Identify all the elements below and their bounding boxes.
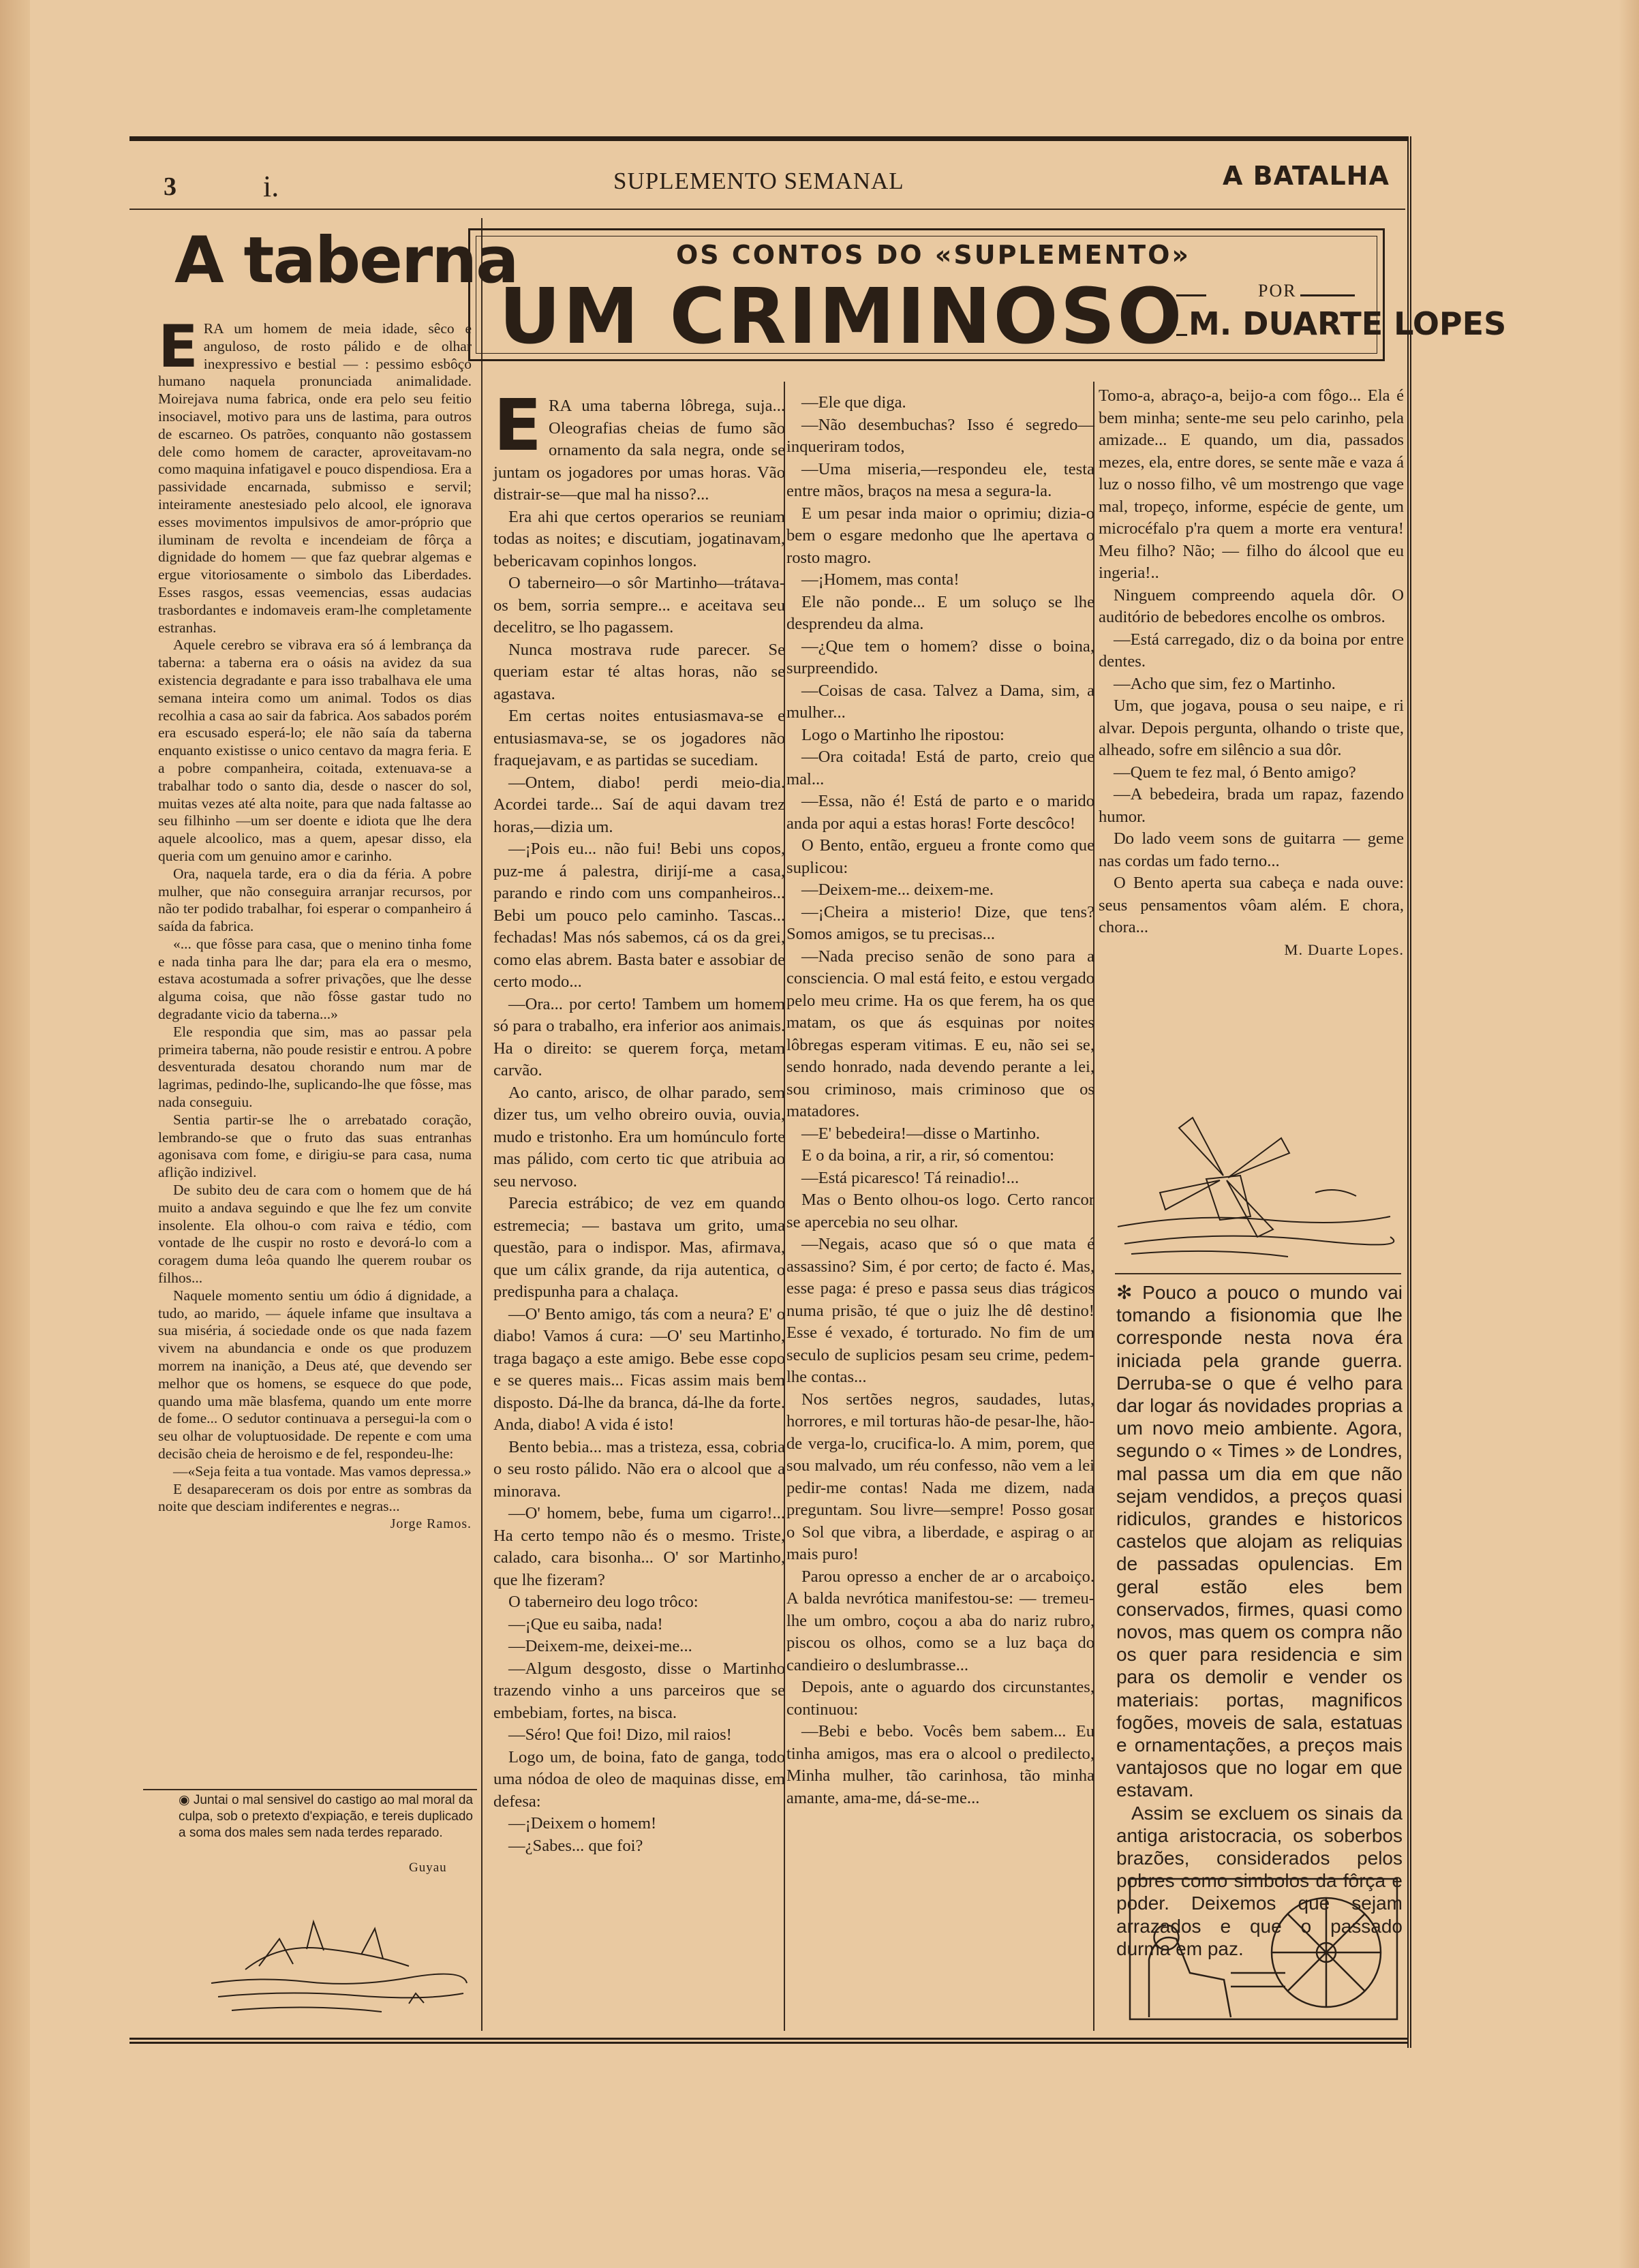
story-paragraph: —Negais, acaso que só o que mata é assassino? Sim, é por certo; de facto é. Mas, esse paga: é preso e passa seus dias trágicos numa prisão, té que o juiz lhe dê destino! Esse é vexado, é torturado. No fim de um seculo de suplicios pesam seu crime, pedem-lhe contas... (786, 1235, 1094, 1386)
taberna-paragraph: Aquele cerebro se vibrava era só á lembrança da taberna: a taberna era o oásis na avidez da sua existencia degradante e para isso trabalhava ele uma semana inteira como um animal. Todos os dias recolhia a casa ao sair da fabrica. Aos sabados porém era escusado esperá-lo; ele não saía da taberna enquanto existisse o unico centavo da magra feria. E a pobre companheira, coitada, extenuava-se a trabalhar todo o santo dia, desde o nascer do sol, muitas vezes até alta noite, para que nada faltasse ao seu filhinho —um ser doente e idiota que lhe dera aquele alcoolico, mas a quem, apesar disso, ela queria com um genuino amor e carinho. (158, 637, 472, 864)
bottom-rule (129, 2038, 1407, 2044)
story-title: UM CRIMINOSO (499, 273, 1184, 361)
masthead: A BATALHA (1223, 161, 1390, 191)
taberna-signature: Jorge Ramos. (390, 1516, 472, 1532)
dash (1176, 334, 1187, 336)
story-paragraph: —Está picaresco! Tá reinadio!... (801, 1168, 1020, 1187)
taberna-paragraph: E desapareceram os dois por entre as sombras da noite que desciam indiferentes e negras... (158, 1480, 472, 1515)
story-paragraph: —Coisas de casa. Talvez a Dama, sim, a mulher... (786, 681, 1094, 722)
story-paragraph: —Séro! Que foi! Dizo, mil raios! (508, 1726, 732, 1744)
story-paragraph: Nos sertões negros, saudades, lutas, horrores, e mil torturas hão-de pesar-lhe, hão-de verga-lo, crucifica-lo. A mim, porem, que sou malvado, um réu confesso, não vem a lei pedir-me contas! Nada me dizem, nada preguntam. Sou livre—sempre! Posso gosar o Sol que vibra, a liberdade, e aspirag o ar mais puro! (786, 1390, 1094, 1563)
story-paragraph: Ao canto, arisco, de olhar parado, sem dizer tus, um velho obreiro ouvia, ouvia, mudo e tristonho. Era um homúnculo forte mas pálido, com certo tic que atribuia ao seu nervoso. (493, 1083, 785, 1191)
windmill-illustration (1111, 1090, 1397, 1264)
story-paragraph: —Ele que diga. (801, 393, 906, 412)
dash (1300, 294, 1355, 296)
aphorism-text: ◉ Juntai o mal sensivel do castigo ao mal moral da culpa, sob o pretexto d'expiação, e tereis duplicado a soma dos males sem nada terdes reparado. (179, 1793, 473, 1840)
story-paragraph: —¡Deixem o homem! (508, 1814, 657, 1833)
story-paragraph: —Essa, não é! Está de parto e o marido anda por aqui a estas horas! Forte descôco! (786, 792, 1094, 833)
story-dropcap: E (493, 384, 542, 467)
taberna-paragraph: Ele respondia que sim, mas ao passar pela primeira taberna, não poude resistir e entrou. A pobre desventurada desatou chorando num mar de lagrimas, pedindo-lhe, suplicando-lhe que fôsse, mas nada conseguiu. (158, 1023, 472, 1111)
aphorism-signature: Guyau (409, 1860, 447, 1875)
boat-illustration (204, 1901, 470, 2024)
series-title: OS CONTOS DO «SUPLEMENTO» (676, 240, 1191, 270)
story-paragraph: —Acho que sim, fez o Martinho. (1114, 674, 1336, 693)
taberna-paragraph: Sentia partir-se lhe o arrebatado coração, lembrando-se que o fruto das suas entranhas agonisava com fome, e dirigiu-se para casa, numa aflição indizivel. (158, 1111, 472, 1181)
story-paragraph: Ele não ponde... E um soluço se lhe desprendeu da alma. (786, 592, 1094, 633)
story-paragraph: —Bebi e bebo. Vocês bem sabem... Eu tinha amigos, mas era o alcool o predilecto, Minha mulher, tão carinhosa, tão minha amante, ama-me, dá-se-me... (786, 1722, 1094, 1807)
story-paragraph: —A bebedeira, brada um rapaz, fazendo humor. (1099, 785, 1404, 826)
story-paragraph: ERA uma taberna lôbrega, suja... Oleografias cheias de fumo são ornamento da sala negra, onde se juntam os jogadores por umas horas. Vão distrair-se—que mal ha nisso?... (493, 384, 785, 504)
castles-note (1116, 1281, 1403, 1960)
story-paragraph: Parou opresso a encher de ar o arcaboiço. A balda nevrótica manifestou-se: — tremeu-lhe um ombro, coçou a aba do nariz rubro, piscou os olhos, como se a luz baça do candieiro o deslumbrasse... (786, 1567, 1094, 1674)
story-paragraph: Depois, ante o aguardo dos circunstantes, continuou: (786, 1678, 1094, 1719)
story-paragraph: E um pesar inda maior o oprimiu; dizia-o bem o esgare medonho que lhe apertava o rosto magro. (786, 504, 1094, 567)
story-paragraph: —Não desembuchas? Isso é segredo—inqueriram todos, (786, 415, 1094, 456)
note-rule (1115, 1273, 1401, 1274)
story-paragraph: Tomo-a, abraço-a, beijo-a com fôgo... Ela é bem minha; sente-me seu pelo carinho, pela amizade... E quando, um dia, passados mezes, ela, entre dores, se sente mãe e vaza á luz o nosso filho, vê um mostrengo que vage mal, tropeço, informe, espécie de gente, um microcéfalo p'ra quem a morte era ventura! Meu filho? Não; — filho do álcool que eu ingeria!.. (1099, 386, 1404, 582)
story-paragraph: E o da boina, a rir, a rir, só comentou: (801, 1146, 1054, 1165)
story-paragraph: O taberneiro deu logo trôco: (508, 1593, 699, 1611)
note-paragraph: Assim se excluem os sinais da antiga aristocracia, os soberbos brazões, considerados pelos pobres como simbolos da fôrça e poder. Deixemos que sejam arrazados e que o passado durma em paz. (1116, 1802, 1403, 1959)
story-paragraph: —¡Pois eu... não fui! Bebi uns copos, puz-me á palestra, dirijí-me a casa, parando e rindo com uns companheiros... Bebi um pouco pelo caminho. Tascas... fechadas! Mas nós sabemos, cá os da grei, como elas abrem. Basta bater e assobiar de certo modo... (493, 840, 785, 991)
taberna-paragraph: Naquele momento sentiu um ódio á dignidade, a tudo, ao marido, — áquele infame que insultava a sua miséria, á sociedade onde os que nada fazem vivem na abundancia e onde os que produzem morrem na inanição, a Deus até, que devendo ser melhor que os homens, se esquece do que pode, quando uma mãe blasfema, quando um ente morre de fome... O sedutor continuava a persegui-la com o seu olhar de voluptuosidade. De repente e com uma decisão cheia de heroismo e de fel, respondeu-lhe: (158, 1287, 472, 1462)
story-paragraph: Parecia estrábico; de vez em quando estremecia; — bastava um grito, uma questão, para o indispor. Mas, afirmava, que um cálix grande, da rija autentica, o predispunha para a chalaça. (493, 1194, 785, 1301)
story-paragraph: —Nada preciso senão de sono para a consciencia. O mal está feito, e estou vergado pelo meu crime. Ha os que ferem, ha os que matam, os que ás esquinas por noites lôbregas esperam vitimas. E eu, não sei se, sendo honrado, nada devendo perante a lei, sou criminoso, mais criminoso que os matadores. (786, 947, 1094, 1120)
story-paragraph: Era ahi que certos operarios se reuniam todas as noites; e discutiam, jogatinavam, bebericavam copinhos longos. (493, 507, 785, 570)
story-paragraph: Mas o Bento olhou-os logo. Certo rancor se apercebia no seu olhar. (786, 1191, 1094, 1231)
story-column-3 (1099, 385, 1404, 961)
story-paragraph: —Ontem, diabo! perdi meio-dia. Acordei tarde... Saí de aqui davam trez horas,—dizia um. (493, 773, 785, 836)
story-paragraph: O taberneiro—o sôr Martinho—trátava-os bem, sorria sempre... e aceitava seu decelitro, se lho pagassem. (493, 574, 785, 637)
story-signature: M. Duarte Lopes. (1284, 940, 1404, 958)
story-paragraph: Ninguem compreendo aquela dôr. O auditório de bebedores encolhe os ombros. (1099, 585, 1404, 626)
story-column-1 (493, 384, 785, 1857)
story-paragraph: —¿Sabes... que foi? (508, 1836, 643, 1855)
story-paragraph: —Quem te fez mal, ó Bento amigo? (1114, 763, 1356, 782)
story-paragraph: Logo um, de boina, fato de ganga, todo uma nódoa de oleo de maquinas disse, em defesa: (493, 1747, 785, 1811)
factory-illustration (1129, 1878, 1398, 2021)
taberna-paragraph: ERA um homem de meia idade, sêco e anguloso, de rosto pálido e de olhar inexpressivo e bestial — : pessimo esbôço humano naquela pronunciada animalidade. Moirejava numa fabrica, onde era pelo seu feitio insociavel, motivo para uns de lastima, para outros de escarneo. Os patrões, conquanto não gostassem dele como homem de caracter, aproveitavam-no como maquina infatigavel e pouco dispendiosa. Era a passividade encarnada, submisso e servil; inteiramente anestesiado pelo alcool, ele ignorava esses movimentos impulsivos de amor-próprio que iluminam de revolta e incendeiam de fôrça a dignidade do homem — que faz quebrar algemas e ergue vitoriosamente o simbolo das Liberdades. Esses rasgos, essas veemencias, essas audacias trasbordantes e indomaveis eram-lhe completamente estranhas. (158, 313, 472, 636)
story-paragraph: —¿Que tem o homem? disse o boina, surpreendido. (786, 637, 1094, 677)
paper-right-edge (1619, 0, 1639, 2268)
story-paragraph: —Ora coitada! Está de parto, creio que mal... (786, 748, 1094, 788)
story-paragraph: —E' bebedeira!—disse o Martinho. (801, 1124, 1041, 1143)
story-paragraph: —O' homem, bebe, fuma um cigarro!... Ha certo tempo não és o mesmo. Triste, calado, cara bisonha... O' sor Martinho, que lhe fizeram? (493, 1504, 785, 1589)
story-paragraph: Nunca mostrava rude parecer. Se queriam estar té altas horas, não se agastava. (493, 640, 785, 703)
story-paragraph: —Está carregado, diz o da boina por entre dentes. (1099, 630, 1404, 671)
taberna-title: A taberna (174, 224, 518, 298)
taberna-article (158, 313, 472, 1533)
story-paragraph: Em certas noites entusiasmava-se e entusiasmava-se, se os jogadores não fraquejavam, e as partidas se sucediam. (493, 707, 785, 769)
story-paragraph: O Bento aperta sua cabeça e nada ouve: seus pensamentos vôam além. E chora, chora... (1099, 874, 1404, 936)
story-author: M. DUARTE LOPES (1189, 305, 1507, 342)
story-paragraph: Do lado veem sons de guitarra — geme nas cordas um fado terno... (1099, 829, 1404, 870)
taberna-paragraph: «... que fôsse para casa, que o menino tinha fome e nada tinha para lhe dar; para ela era o mesmo, estava acostumada a sofrer privações, que lhe desse alguma coisa, que não fôsse gastar tudo no degradante vicio da taberna...» (158, 935, 472, 1023)
story-paragraph: —Ora... por certo! Tambem um homem só para o trabalho, era inferior aos animais. Ha o direito: se querem força, metam carvão. (493, 994, 785, 1079)
story-paragraph: O Bento, então, ergueu a fronte como que suplicou: (786, 836, 1094, 877)
story-paragraph: —¡Cheira a misterio! Dize, que tens? Somos amigos, se tu precisas... (786, 902, 1094, 943)
story-paragraph: —O' Bento amigo, tás com a neura? E' o diabo! Vamos á cura: —O' seu Martinho, traga bagaço a este amigo. Bebe esse copo e se queres mais... Ficas assim mais bem disposto. Dá-lhe da branca, dá-lhe da forte. Anda, diabo! A vida é isto! (493, 1304, 785, 1434)
story-paragraph: Logo o Martinho lhe ripostou: (801, 725, 1005, 744)
story-by: POR (1258, 281, 1297, 301)
aphorism-rule (143, 1789, 477, 1790)
story-paragraph: —¡Que eu saiba, nada! (508, 1614, 663, 1634)
dash (1176, 294, 1206, 296)
story-paragraph: —Deixem-me... deixem-me. (801, 880, 994, 899)
story-paragraph: Um, que jogava, pousa o seu naipe, e ri alvar. Depois pergunta, olhando o triste que, alheado, sofre em silêncio a sua dôr. (1099, 696, 1404, 759)
story-paragraph: Bento bebia... mas a tristeza, essa, cobria o seu rosto pálido. Não era o alcool que a minorava. (493, 1437, 785, 1501)
story-paragraph: —Deixem-me, deixei-me... (508, 1637, 692, 1655)
taberna-paragraph: Ora, naquela tarde, era o dia da féria. A pobre mulher, que não conseguira arranjar recursos, por não ter podido trabalhar, foi esperar o companheiro á saída da fabrica. (158, 865, 472, 935)
paper-left-edge (0, 0, 30, 2268)
story-column-2 (786, 392, 1094, 1809)
page-number: 3 (164, 172, 177, 201)
handwritten-mark: i. (263, 170, 279, 203)
taberna-paragraph: De subito deu de cara com o homem que de há muito a andava seguindo e que lhe fez um convite insolente. Ela olhou-o com raiva e tédio, com vontade de lhe cuspir no rosto e devorá-lo com a coragem duma leôa quando lhe querem roubar os filhos... (158, 1182, 472, 1287)
story-paragraph: —¡Homem, mas conta! (801, 570, 960, 589)
taberna-dropcap: E (158, 313, 198, 381)
taberna-paragraph: —«Seja feita a tua vontade. Mas vamos depressa.» (173, 1462, 472, 1480)
column-rule-1 (481, 218, 482, 2031)
running-title: SUPLEMENTO SEMANAL (613, 168, 904, 194)
story-paragraph: —Uma miseria,—respondeu ele, testa entre mãos, braços na mesa a segura-la. (786, 459, 1094, 500)
story-paragraph: —Algum desgosto, disse o Martinho trazendo vinho a uns parceiros que se embebiam, fortes, na bisca. (493, 1659, 785, 1722)
note-paragraph: ✻ Pouco a pouco o mundo vai tomando a fisionomia que lhe corresponde nesta nova éra iniciada pela grande guerra. Derruba-se o que é velho para dar logar ás novidades proprias a um novo meio ambiente. Agora, segundo o « Times » de Londres, mal passa um dia em que não sejam vendidos, a preços quasi ridiculos, grandes e historicos castelos que alojam as reliquias de passadas opulencias. Em geral estão eles bem conservados, firmes, quasi como novos, mas quem os compra não os quer para residencia e sim para os demolir e vender os materiais: portas, magnificos fogões, moveis de sala, estatuas e ornamentações, a preços mais vantajosos que no logar em que estavam. (1116, 1282, 1403, 1801)
